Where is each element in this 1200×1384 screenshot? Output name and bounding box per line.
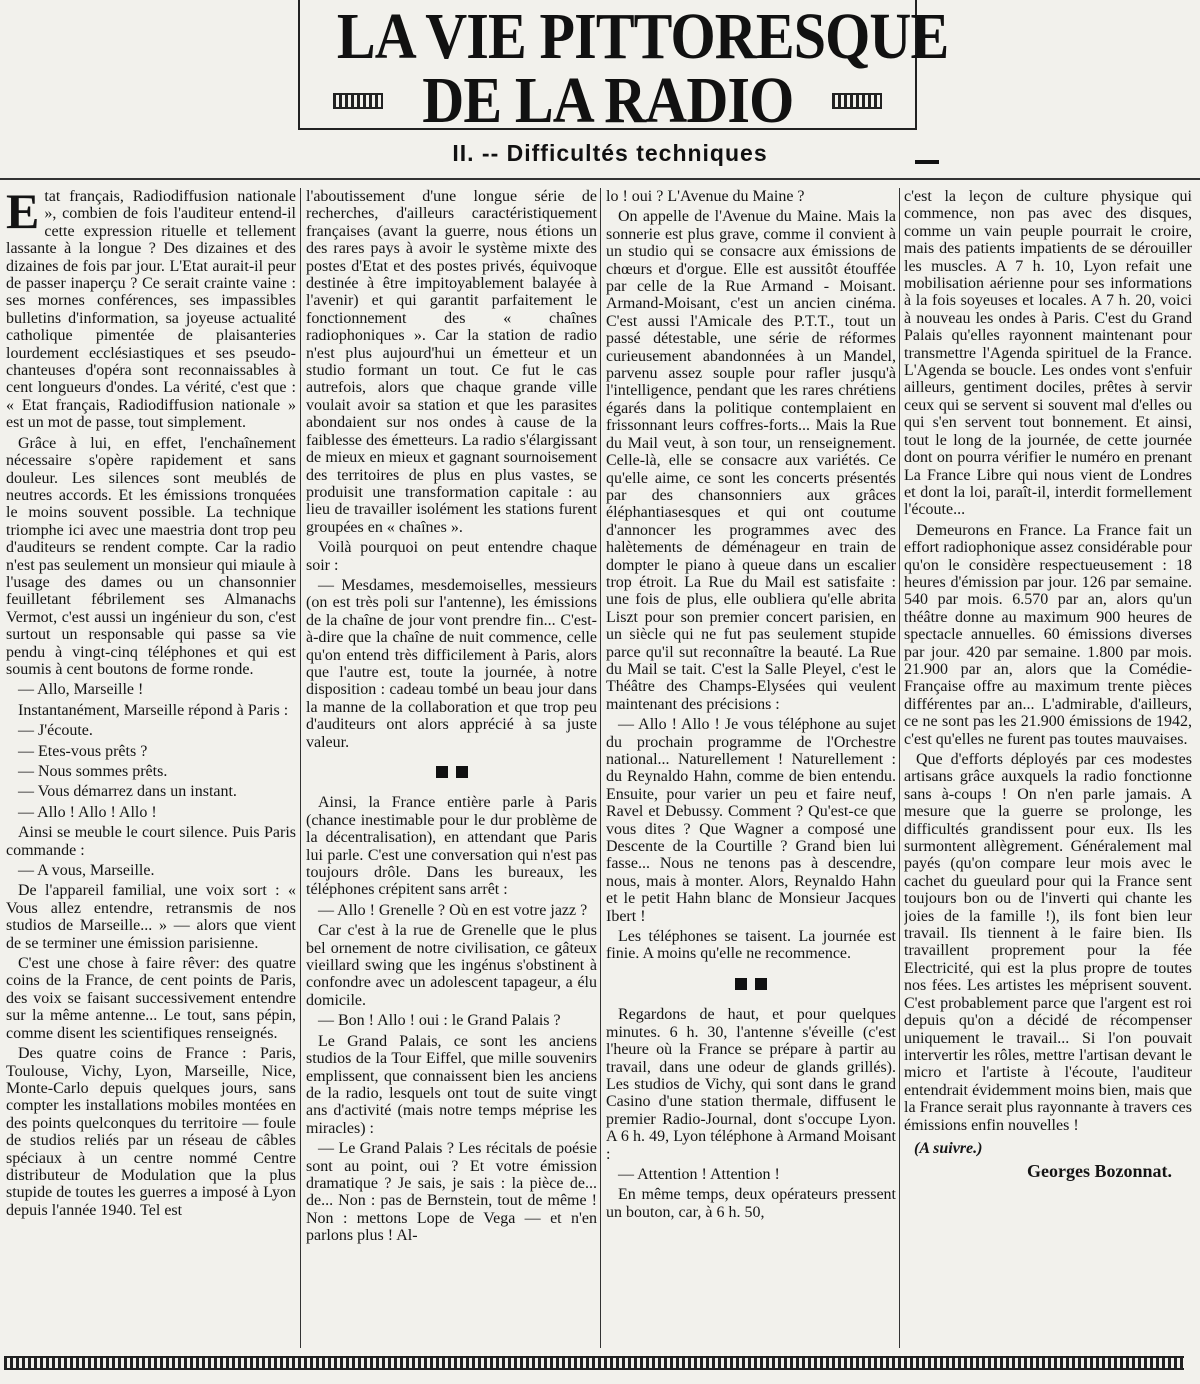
paragraph: Que d'efforts déployés par ces modestes artisans grâce auxquels la radio fonctionne sans à-coups ! On n'en parle jamais. A mesure que la guerre se prolonge, les difficultés grandissent pour eux. Ils les surmontent allègrement. Généralement mal payés (qu'on compare leur mois avec le cachet du gueulard pour qui la France sent toujours bon ou de l'inverti qui chante les joies de la famille !), ils font bien leur travail. Ils tiennent à le faire bien. Ils travaillent proprement pour la fée Electricité, qui est la plus propre de toutes nos fées. Les artistes les méprisent souvent. C'est probablement parce que l'argent est roi depuis qu'on a décidé de récompenser uniquement le travail... Si l'on pouvait intervertir les rôles, mettre l'artisan devant le micro et l'artiste à l'écoute, l'auditeur entendrait évidemment moins bien, mais que la France serait plus rayonnante à travers ces émissions enfin nouvelles ! — [904, 751, 1192, 1134]
paragraph: — Allo ! Grenelle ? Où en est votre jazz ? — [318, 901, 588, 919]
drop-cap: E — [6, 188, 40, 239]
headline-line2-row — [300, 64, 915, 137]
paragraph: — Allo ! Allo ! Allo ! — [18, 803, 157, 821]
square-ornament-icon — [456, 766, 468, 778]
paragraph: En même temps, deux opérateurs pressent un bouton, car, à 6 h. 50, — [606, 1186, 896, 1221]
column-4 — [904, 188, 1192, 1348]
square-ornament-icon — [735, 978, 747, 990]
bottom-ornamental-rule — [4, 1356, 1184, 1370]
rule-dash — [915, 160, 939, 164]
paragraph: — Nous sommes prêts. — [18, 763, 168, 780]
paragraph: Les téléphones se taisent. La journée est finie. A moins qu'elle ne recommence. — [606, 928, 896, 963]
left-ornament-icon — [333, 93, 383, 109]
paragraph: Regardons de haut, et pour quelques minutes. 6 h. 30, l'antenne s'éveille (c'est l'heure où la France se prépare à partir au travail, dans une odeur de glands grillés). Les studios de Vichy, qui sont dans le grand Casino d'une station thermale, diffusent le premier Radio-Journal, dont s'occupe Lyon. A 6 h. 49, Lyon téléphone à Armand Moisant : — [606, 1006, 896, 1163]
square-ornament-icon — [436, 766, 448, 778]
paragraph: — Attention ! Attention ! — [618, 1165, 780, 1183]
paragraph: — Etes-vous prêts ? — [18, 742, 148, 760]
paragraph: Des quatre coins de France : Paris, Toulouse, Vichy, Lyon, Marseille, Nice, Monte-Carlo depuis quelques jours, sans compter les installations mobiles montées en des points quelconques du territoire — foule de studios reliés par un réseau de câbles spéciaux à un centre nommé Centre distributeur de Modulation que la plus stupide de toutes les guerres a imposé à Lyon depuis l'année 1940. Tel est — [6, 1045, 296, 1219]
paragraph: Demeurons en France. La France fait un effort radiophonique assez considérable pour qu'on le considère respectueusement : 18 heures d'émission par jour. 126 par semaine. 540 par mois. 6.570 par an, alors qu'un théâtre donne au maximum 900 heures de spectacle annuelles. 60 émissions diverses par jour. 420 par semaine. 1.800 par mois. 21.900 par an, alors que la Comédie-Française offre au maximum trente pièces différentes par an... L'admirable, d'ailleurs, ce ne sont pas les 21.900 émissions de 1942, c'est qu'elles ne furent pas toutes mauvaises. — [904, 521, 1192, 748]
paragraph: On appelle de l'Avenue du Maine. Mais la sonnerie est plus grave, comme il convient à un studio qui se consacre aux émissions de chœurs et d'orgue. Elle est aussitôt étouffée par celle de la Rue Armand - Moisant. Armand-Moisant, c'est un ancien cinéma. C'est aussi l'Amicale des P.T.T., tout un passé détestable, une série de réformes curieusement abandonnées à un Mandel, parvenu assez souple pour rafler jusqu'à l'intelligence, pendant que les rares chrétiens égarés dans la politique contemplaient en frissonnant leurs coffres-forts... Mais la Rue du Mail veut, à son tour, un renseignement. Celle-là, elle se consacre aux variétés. Ce qu'elle aime, ce sont les concerts présentés par des chansonniers aux grâces éléphantiasesques et qui ont coutume d'annoncer les programmes avec des halètements de déménageur en train de dompter le piano à queue dans un escalier trop étroit. La Rue du Mail est satisfaite : une fois de plus, elle oubliera qu'elle abrita Liszt pour son premier concert parisien, en un siècle qui ne fut pas seulement stupide parce qu'il sut reconnaître la beauté. La Rue du Mail se tait. C'est la Salle Pleyel, c'est le Théâtre des Champs-Elysées qui veulent maintenant des précisions : — [606, 208, 896, 713]
paragraph: — Allo ! Allo ! Je vous téléphone au sujet du prochain programme de l'Orchestre national... Naturellement ! Naturellement : du Reynaldo Hahn, comme de bien entendu. Ensuite, pour varier un peu et faire neuf, Ravel et Debussy. Comment ? Qu'est-ce que vous dites ? Que Wagner a composé une Descente de la Courtille ? Grand bien lui fasse... Nous ne tenons pas à descendre, nous, mais à monter. Alors, Reynaldo Hahn et le petit Hahn blanc de Monsieur Jacques Ibert ! — [606, 716, 896, 925]
paragraph: — Vous démarrez dans un instant. — [18, 783, 237, 801]
column-divider — [899, 188, 900, 1348]
paragraph: Ainsi se meuble le court silence. Puis Paris commande : — [6, 824, 296, 859]
right-ornament-icon — [832, 93, 882, 109]
to-be-continued: (A suivre.) — [914, 1139, 983, 1157]
headline-line1: LA VIE PITTORESQUE — [336, 0, 949, 73]
column-1 — [6, 188, 296, 1348]
paragraph: — Le Grand Palais ? Les récitals de poésie sont au point, oui ? Et votre émission dramatique ? Je sais, je sais : la pièce de... de... Non : pas de Bernstein, tout de même ! Non : mettons Lope de Vega — et n'en parlons plus ! Al- — [306, 1140, 597, 1245]
paragraph: — Bon ! Allo ! oui : le Grand Palais ? — [318, 1012, 561, 1030]
paragraph: C'est une chose à faire rêver: des quatre coins de la France, de cent points de Paris, des voix se faisant successivement entendre sur la même antenne... Le tout, sans pépin, comme disent les scientifiques renseignés. — [6, 955, 296, 1042]
column-3 — [606, 188, 896, 1348]
paragraph: Le Grand Palais, ce sont les anciens studios de la Tour Eiffel, que mille souvenirs emplissent, que connaissent bien les anciens de la radio, lesquels ont tout de suite vingt ans d'activité (mais notre temps méprise les miracles) : — [306, 1032, 597, 1137]
paragraph: Etat français, Radiodiffusion nationale », combien de fois l'auditeur entend-il cette expression rituelle et tellement lassante à la longue ? Des dizaines et des dizaines de fois par jour. L'Etat aurait-il peur de passer inaperçu ? Ce serait crainte vaine : ses mornes conférences, ses impassibles bulletins d'information, sa joyeuse actualité catholique pimentée de plaisanteries lourdement ecclésiastiques et ses pseudo-chanteuses d'opéra sont reconnaissables à cent longueurs d'ondes. La vérité, c'est que : « Etat français, Radiodiffusion nationale » est un mot de passe, tout simplement. — [6, 188, 296, 432]
author-signature: Georges Bozonnat. — [1027, 1161, 1172, 1182]
headline-box — [298, 0, 949, 137]
column-2 — [306, 188, 597, 1348]
paragraph: — A vous, Marseille. — [18, 862, 155, 880]
section-separator — [306, 765, 597, 782]
paragraph: Voilà pourquoi on peut entendre chaque soir : — [306, 539, 597, 574]
column-divider — [300, 188, 301, 1348]
square-ornament-icon — [755, 978, 767, 990]
paragraph: De l'appareil familial, une voix sort : « Vous allez entendre, retransmis de nos studios de Marseille... » — alors que vient de se terminer une émission parisienne. — [6, 882, 296, 952]
paragraph: — Allo, Marseille ! — [18, 681, 144, 699]
paragraph: c'est la leçon de culture physique qui commence, non pas avec des disques, comme un vain peuple pourrait le croire, mais des patients impatients de se dérouiller les muscles. A 7 h. 10, Lyon refait une mobilisation aérienne pour ses informations à la fois soyeuses et locales. A 7 h. 20, voici à nouveau les ondes à Paris. C'est du Grand Palais qu'elles rayonnent maintenant pour transmettre l'Agenda spirituel de la France. L'Agenda se boucle. Les ondes vont s'enfuir ailleurs, gentiment dociles, prêtes à servir ceux qui se servent si souvent mal d'elles ou qui s'en servent tout bonnement. Et ainsi, tout le long de la journée, de cette journée dont on pourra vérifier le numéro en prenant La France Libre qui nous vient de Londres et dont la loi, paraît-il, interdit formellement l'écoute... — [904, 188, 1192, 519]
column-divider — [600, 188, 601, 1348]
section-separator — [606, 977, 896, 994]
top-rule — [0, 178, 1200, 180]
article-subtitle: II. -- Difficultés techniques — [452, 140, 768, 166]
paragraph: — Mesdames, mesdemoiselles, messieurs (on est très poli sur l'antenne), les émissions de la chaîne de jour vont prendre fin... C'est-à-dire que la chaîne de nuit commence, celle qu'on entend très difficilement à Paris, alors que l'autre est, toute la journée, à notre disposition : cadeau tombé un beau jour dans la manne de la collaboration et que trop peu d'auditeurs ont alors apprécié à sa juste valeur. — [306, 576, 597, 751]
paragraph: lo ! oui ? L'Avenue du Maine ? — [606, 188, 805, 205]
headline-line2: DE LA RADIO — [421, 64, 794, 137]
paragraph: Car c'est à la rue de Grenelle que le plus bel ornement de notre civilisation, ce gâteux vieillard swing que les ingénus s'obstinent à confondre avec un adolescent tapageur, a élu domicile. — [306, 922, 597, 1009]
paragraph: Ainsi, la France entière parle à Paris (chance inestimable pour le dur problème de la décentralisation), en attendant que Paris lui parle. C'est une conversation qui n'est pas toujours drôle. Dans les bureaux, les téléphones crépitent sans arrêt : — [306, 794, 597, 899]
paragraph: Instantanément, Marseille répond à Paris : — [18, 701, 289, 719]
paragraph: l'aboutissement d'une longue série de recherches, d'ailleurs caractéristiquement françaises (avant la guerre, nous étions un des rares pays à avoir le système mixte des postes d'Etat et des postes privés, équivoque destinée à être impitoyablement balayée à l'avenir) et qui garantit parfaitement le fonctionnement des « chaînes radiophoniques ». Car la station de radio n'est plus aujourd'hui un émetteur et un studio formant un tout. Ce fut le cas autrefois, alors que chaque grande ville voulait avoir sa station et que les parasites abondaient sur nos ondes à cause de la faiblesse des émetteurs. La radio s'élargissant de mieux en mieux et gagnant sournoisement des territoires de plus en plus vastes, se produisit une transformation capitale : au lieu de travailler isolément les stations furent groupées en « chaînes ». — [306, 188, 597, 536]
paragraph: Grâce à lui, en effet, l'enchaînement nécessaire s'opère rapidement et sans douleur. Les silences sont meublés de neutres accords. Et les émissions tronquées le moins souvent possible. La technique triomphe ici avec une maestria dont trop peu d'auditeurs se rendent compte. Car la radio n'est pas seulement un monsieur qui miaule à l'usage des dames ou un chansonnier feuilletant fébrilement ses Almanachs Vermot, c'est aussi un ingénieur du son, c'est surtout un responsable qui passe sa vie pendu à vingt-cinq téléphones et qui est soumis à cent boutons de forme ronde. — [6, 434, 296, 678]
paragraph: — J'écoute. — [18, 722, 93, 740]
